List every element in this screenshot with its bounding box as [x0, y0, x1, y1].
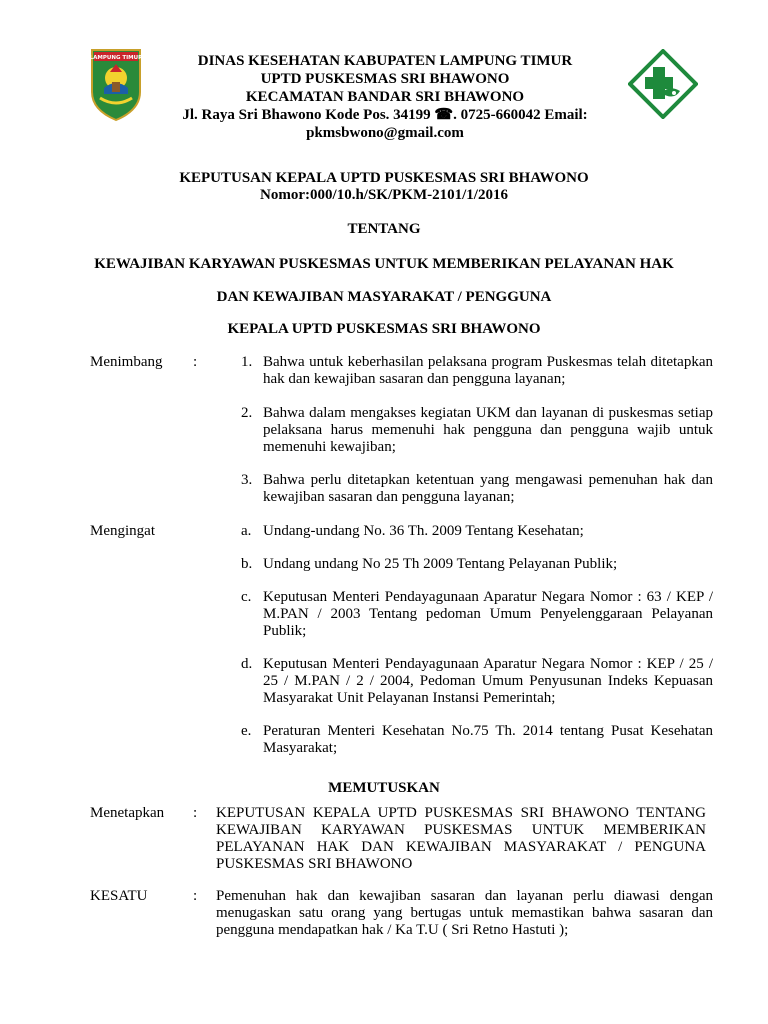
mengingat-item: Peraturan Menteri Kesehatan No.75 Th. 2014 tentang Pusat Kesehatan Masyarakat;: [263, 723, 713, 756]
letterhead: [170, 52, 600, 142]
tentang-heading: TENTANG: [347, 221, 421, 237]
menimbang-num: 2.: [241, 405, 253, 421]
decree-number: Nomor:000/10.h/SK/PKM-2101/1/2016: [260, 187, 508, 203]
menetapkan-colon: :: [193, 805, 198, 821]
menimbang-item: Bahwa untuk keberhasilan pelaksana program Puskesmas telah ditetapkan hak dan kewajiban sasaran dan pengguna layanan;: [263, 354, 713, 387]
letterhead-address: Jl. Raya Sri Bhawono Kode Pos. 34199 ☎. 0725-660042 Email:: [182, 107, 588, 123]
kesatu-label: KESATU: [90, 888, 148, 904]
memutuskan-heading: MEMUTUSKAN: [328, 780, 440, 796]
mengingat-item: Undang undang No 25 Th 2009 Tentang Pelayanan Publik;: [263, 556, 618, 572]
mengingat-label: Mengingat: [90, 523, 155, 539]
kesatu-text: Pemenuhan hak dan kewajiban sasaran dan layanan perlu diawasi dengan menugaskan satu orang yang bertugas untuk memastikan bahwa sasaran dan pengguna mendapatkan hak / Ka T.U ( Sri Retno Hastuti );: [216, 888, 713, 938]
mengingat-num: a.: [241, 523, 252, 539]
menimbang-num: 1.: [241, 354, 253, 370]
menetapkan-label: Menetapkan: [90, 805, 165, 821]
mengingat-num: d.: [241, 656, 253, 672]
mengingat-num: c.: [241, 589, 252, 605]
mengingat-item: Undang-undang No. 36 Th. 2009 Tentang Kesehatan;: [263, 523, 584, 539]
issuer-heading: KEPALA UPTD PUSKESMAS SRI BHAWONO: [227, 321, 541, 337]
menimbang-label: Menimbang: [90, 354, 163, 370]
menimbang-colon: :: [193, 354, 198, 370]
letterhead-agency: DINAS KESEHATAN KABUPATEN LAMPUNG TIMUR: [197, 53, 573, 69]
puskesmas-cross-icon: [628, 49, 698, 119]
mengingat-num: b.: [241, 556, 253, 572]
menimbang-item: Bahwa dalam mengakses kegiatan UKM dan layanan di puskesmas setiap pelaksana harus memenuhi hak pengguna dan pengguna wajib untuk memenuhi kewajiban;: [263, 405, 713, 455]
subject-line-2: DAN KEWAJIBAN MASYARAKAT / PENGGUNA: [216, 289, 552, 305]
mengingat-item: Keputusan Menteri Pendayagunaan Aparatur Negara Nomor : KEP / 25 / 25 / M.PAN / 2 / 2004, Pedoman Umum Penyusunan Indeks Kepuasan Masyarakat Unit Pelayanan Instansi Pemerintah;: [263, 656, 713, 706]
menimbang-num: 3.: [241, 472, 253, 488]
menimbang-item: Bahwa perlu ditetapkan ketentuan yang mengawasi pemenuhan hak dan kewajiban sasaran dan pengguna layanan;: [263, 472, 713, 505]
mengingat-item: Keputusan Menteri Pendayagunaan Aparatur Negara Nomor : 63 / KEP / M.PAN / 2003 Tentang pedoman Umum Penyelenggaraan Pelayanan Publik;: [263, 589, 713, 639]
kesatu-colon: :: [193, 888, 198, 904]
letterhead-email: pkmsbwono@gmail.com: [306, 125, 464, 141]
letterhead-district: KECAMATAN BANDAR SRI BHAWONO: [245, 89, 525, 105]
decree-title: KEPUTUSAN KEPALA UPTD PUSKESMAS SRI BHAWONO: [179, 170, 589, 186]
regency-crest-icon: [90, 48, 142, 122]
letterhead-unit: UPTD PUSKESMAS SRI BHAWONO: [260, 71, 510, 87]
left-logo-text: LAMPUNG TIMUR: [90, 55, 142, 61]
mengingat-num: e.: [241, 723, 252, 739]
subject-line-1: KEWAJIBAN KARYAWAN PUSKESMAS UNTUK MEMBERIKAN PELAYANAN HAK: [94, 256, 674, 272]
menetapkan-text: KEPUTUSAN KEPALA UPTD PUSKESMAS SRI BHAWONO TENTANG KEWAJIBAN KARYAWAN PUSKESMAS UNTUK MEMBERIKAN PELAYANAN HAK DAN KEWAJIBAN MASYARAKAT / PENGUNA PUSKESMAS SRI BHAWONO: [216, 805, 706, 872]
